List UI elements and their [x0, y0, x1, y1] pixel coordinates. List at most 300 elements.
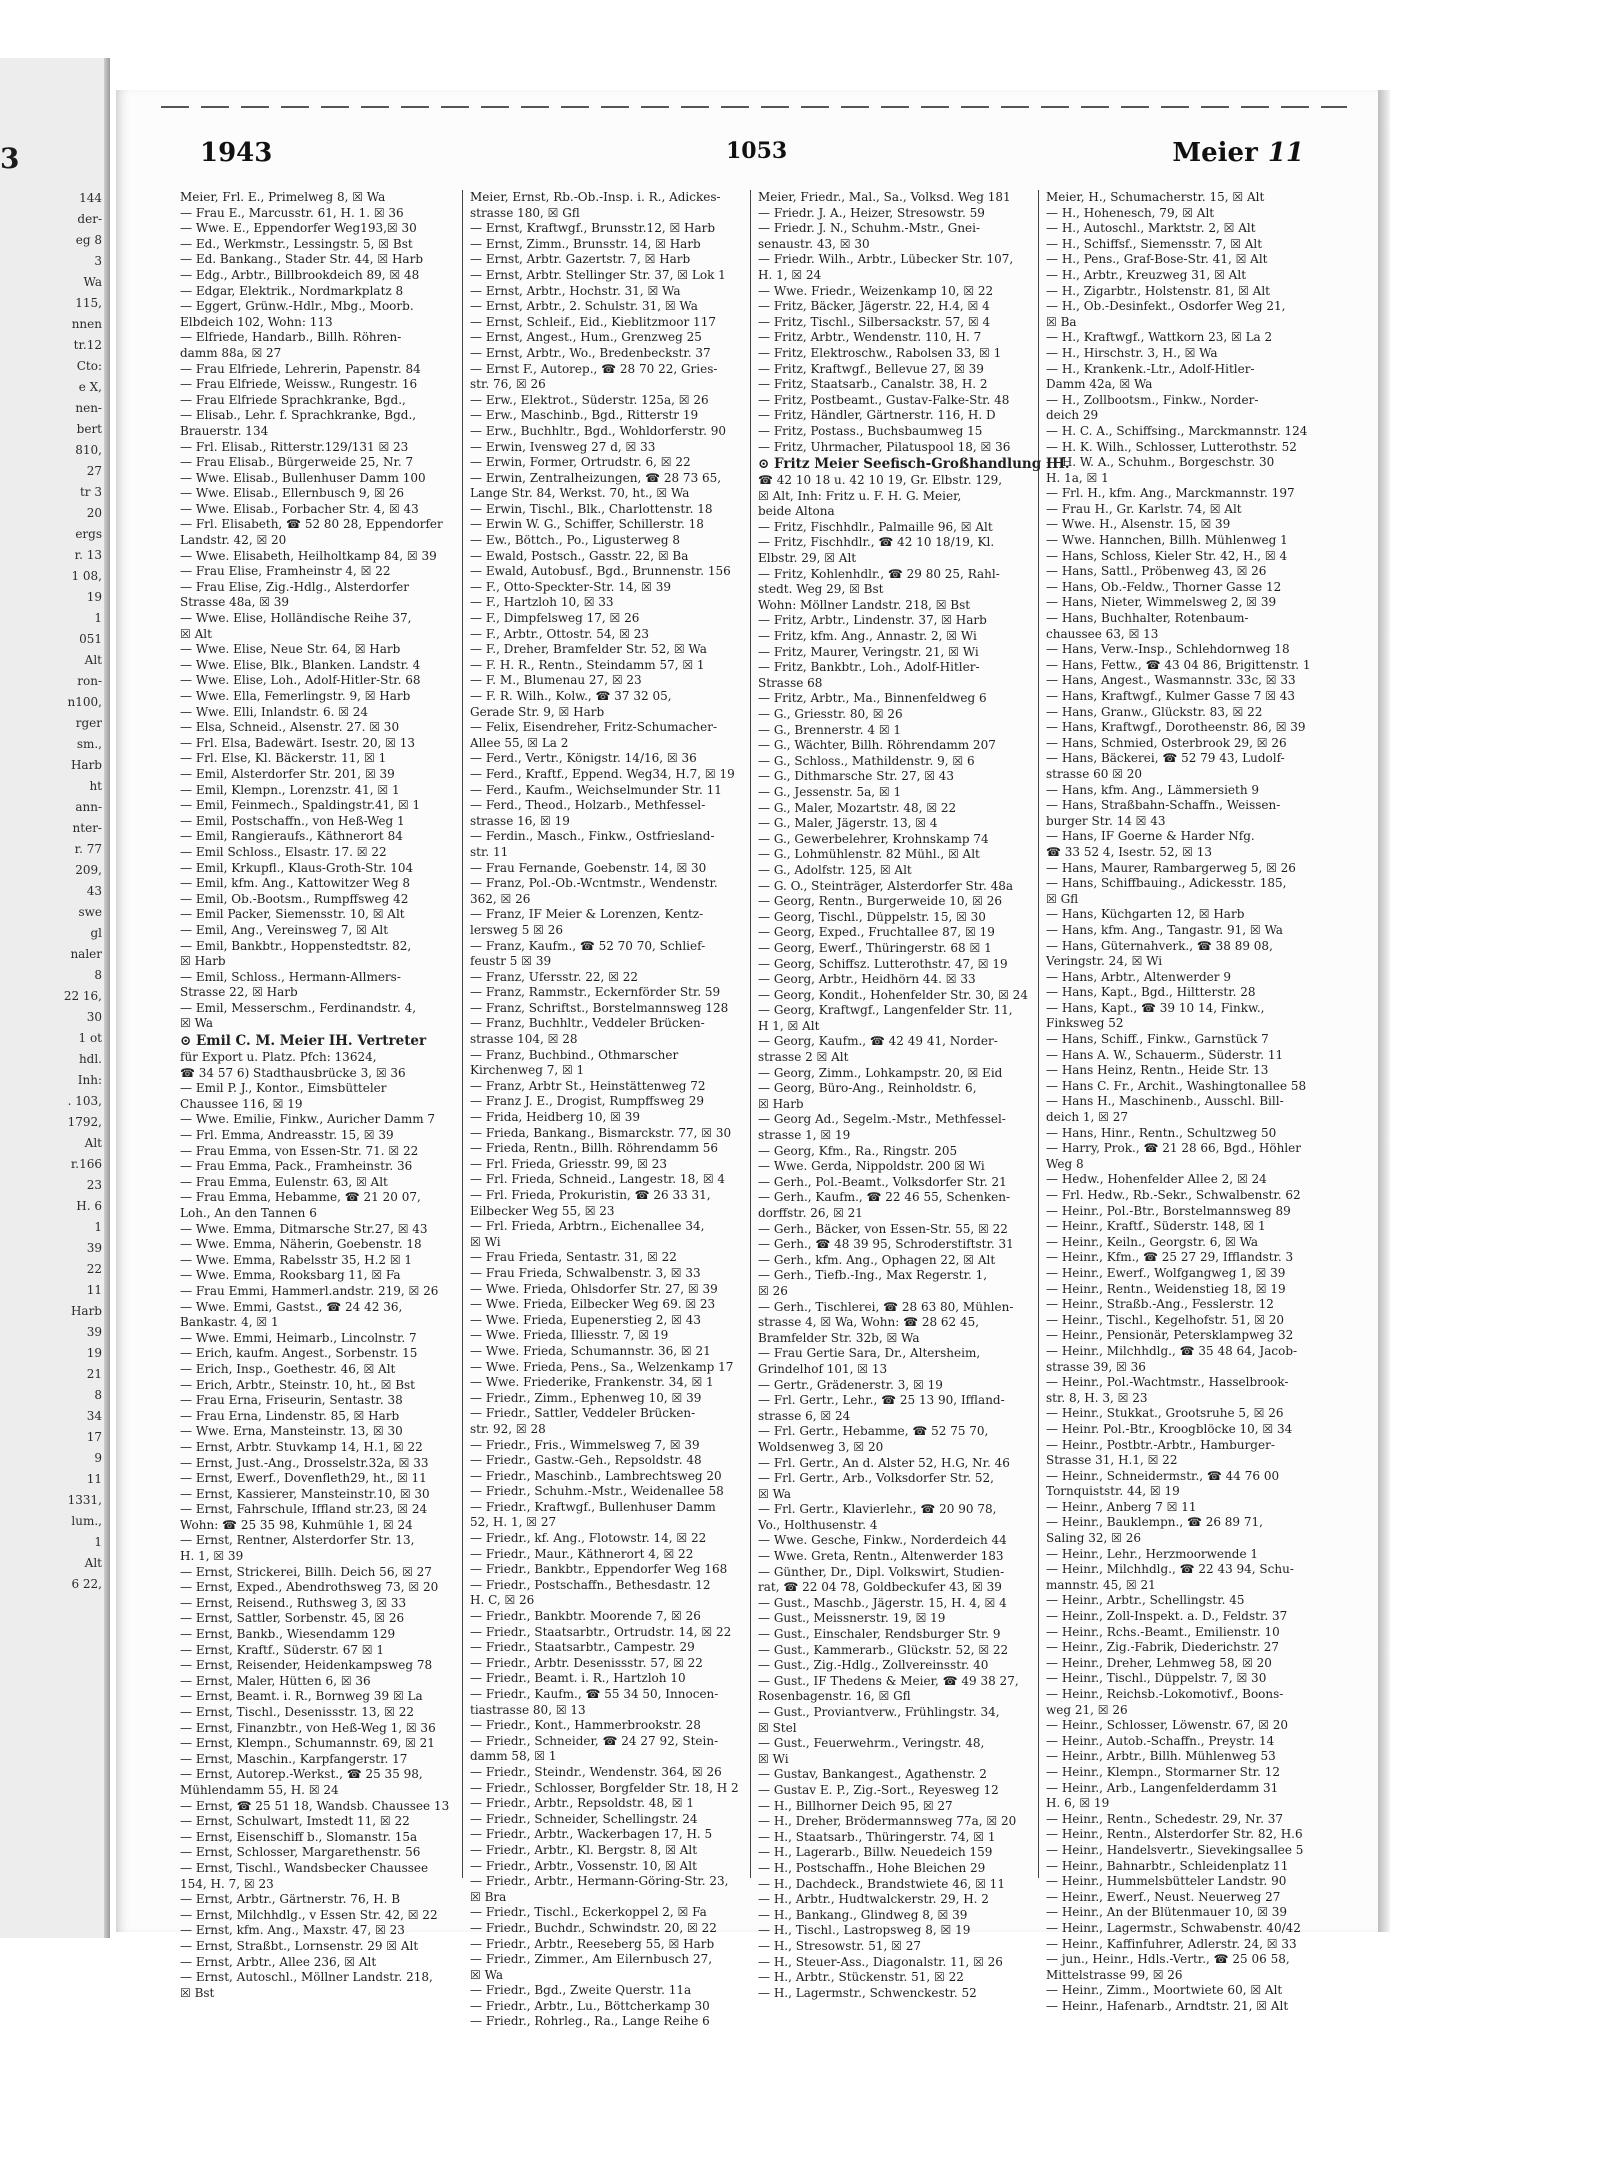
directory-entry: str. 92, ☒ 28 — [470, 1421, 546, 1436]
previous-page-fragment: 30 — [86, 1010, 102, 1024]
directory-entry: — G., Adolfstr. 125, ☒ Alt — [758, 862, 912, 877]
previous-page-fragment: bert — [76, 422, 102, 436]
directory-entry: Weg 8 — [1046, 1156, 1084, 1171]
directory-entry: — Wwe. Emmi, Heimarb., Lincolnstr. 7 — [180, 1330, 417, 1345]
directory-entry: ☒ 26 — [758, 1283, 788, 1298]
directory-entry: Wohn: Möllner Landstr. 218, ☒ Bst — [758, 597, 971, 612]
directory-entry: — Frau Gertie Sara, Dr., Altersheim, — [758, 1346, 981, 1361]
directory-entry: — Fritz, Arbtr., Ma., Binnenfeldweg 6 — [758, 691, 987, 706]
directory-entry: — Friedr., Bankbtr., Eppendorfer Weg 168 — [470, 1562, 728, 1577]
previous-page-fragment: e X, — [78, 380, 102, 394]
directory-entry: — Ernst, Just.-Ang., Drosselstr.32a, ☒ 33 — [180, 1455, 429, 1470]
directory-entry: H. 1, ☒ 39 — [180, 1549, 244, 1564]
directory-entry: — Frl. H., kfm. Ang., Marckmannstr. 197 — [1046, 486, 1295, 501]
directory-entry: — Friedr., Kont., Hammerbrookstr. 28 — [470, 1718, 701, 1733]
previous-page-fragment: ergs — [75, 527, 102, 541]
directory-entry: — Gust., IF Thedens & Meier, ☎ 49 38 27, — [758, 1673, 1019, 1688]
directory-entry: — Ernst, Arbtr. Stuvkamp 14, H.1, ☒ 22 — [180, 1439, 423, 1454]
directory-entry: Elbdeich 102, Wohn: 113 — [180, 314, 333, 329]
directory-entry: — Hedw., Hohenfelder Allee 2, ☒ 24 — [1046, 1172, 1267, 1187]
directory-entry: — Hans Heinz, Rentn., Heide Str. 13 — [1046, 1063, 1269, 1078]
directory-entry: — Gust., Maschb., Jägerstr. 15, H. 4, ☒ 4 — [758, 1595, 1007, 1610]
directory-entry: — Gust., Einschaler, Rendsburger Str. 9 — [758, 1627, 1001, 1642]
directory-entry: — Hans, Schmied, Osterbrook 29, ☒ 26 — [1046, 735, 1287, 750]
directory-entry: — F. H. R., Rentn., Steindamm 57, ☒ 1 — [470, 657, 705, 672]
directory-entry: — Georg, Rentn., Burgerweide 10, ☒ 26 — [758, 894, 1002, 909]
directory-entry: — Ernst, kfm. Ang., Maxstr. 47, ☒ 23 — [180, 1923, 405, 1938]
previous-page-fragment: Cto: — [76, 359, 102, 373]
previous-page-fragment: gl — [90, 926, 102, 940]
directory-entry: — Wwe. Emilie, Finkw., Auricher Damm 7 — [180, 1112, 436, 1127]
directory-entry: — Friedr., Arbtr., Kl. Bergstr. 8, ☒ Alt — [470, 1842, 698, 1857]
directory-entry: — Wwe. Frieda, Schumannstr. 36, ☒ 21 — [470, 1343, 711, 1358]
directory-entry: strasse 180, ☒ Gfl — [470, 205, 580, 220]
directory-entry: — Frau Emma, Eulenstr. 63, ☒ Alt — [180, 1174, 388, 1189]
directory-entry: — Hans, Kapt., Bgd., Hiltterstr. 28 — [1046, 985, 1256, 1000]
directory-entry: H. C, ☒ 26 — [470, 1593, 535, 1608]
directory-entry: — Ernst, Arbtr., Gärtnerstr. 76, H. B — [180, 1892, 401, 1907]
directory-entry: — Erich, Insp., Goethestr. 46, ☒ Alt — [180, 1361, 396, 1376]
directory-entry: — Wwe. Emma, Rabelsstr 35, H.2 ☒ 1 — [180, 1252, 413, 1267]
directory-entry: — H. C. A., Schiffsing., Marckmannstr. 124 — [1046, 423, 1308, 438]
directory-entry: ☒ Wi — [470, 1234, 501, 1249]
directory-entry: mannstr. 45, ☒ 21 — [1046, 1577, 1156, 1592]
directory-entry: — Frl. Frieda, Arbtrn., Eichenallee 34, — [470, 1219, 705, 1234]
directory-entry: ☒ Alt — [180, 626, 212, 641]
directory-entry: 154, H. 7, ☒ 23 — [180, 1876, 274, 1891]
directory-entry: deich 29 — [1046, 408, 1099, 423]
directory-entry: — H., Arbtr., Hudtwalckerstr. 29, H. 2 — [758, 1892, 989, 1907]
directory-entry: — Wwe. Gerda, Nippoldstr. 200 ☒ Wi — [758, 1159, 985, 1174]
directory-entry: strasse 39, ☒ 36 — [1046, 1359, 1146, 1374]
directory-entry: — Wwe. Elisab., Ellernbusch 9, ☒ 26 — [180, 486, 404, 501]
directory-entry: H. 1a, ☒ 1 — [1046, 470, 1109, 485]
previous-page-fragment: nen- — [75, 401, 102, 415]
directory-entry: — Gertr., Grädenerstr. 3, ☒ 19 — [758, 1377, 943, 1392]
directory-entry: — Friedr. J. A., Heizer, Stresowstr. 59 — [758, 205, 985, 220]
directory-entry: — Heinr., Ewerf., Neust. Neuerweg 27 — [1046, 1889, 1281, 1904]
previous-page-fragment: Alt — [84, 1556, 102, 1570]
directory-entry: — Ernst, Tischl., Desenissstr. 13, ☒ 22 — [180, 1705, 415, 1719]
directory-entry: — Fritz, Elektroschw., Rabolsen 33, ☒ 1 — [758, 345, 1002, 360]
directory-entry: Kirchenweg 7, ☒ 1 — [470, 1063, 585, 1078]
directory-entry: — Ernst, Strickerei, Billh. Deich 56, ☒ 27 — [180, 1564, 432, 1579]
directory-entry: — Friedr., Bankbtr. Moorende 7, ☒ 26 — [470, 1609, 701, 1624]
directory-entry: — Frau Fernande, Goebenstr. 14, ☒ 30 — [470, 860, 707, 875]
directory-entry: — Ernst F., Autorep., ☎ 28 70 22, Gries- — [470, 361, 718, 376]
directory-entry: — Erw., Maschinb., Bgd., Ritterstr 19 — [470, 408, 699, 423]
directory-entry: Mühlendamm 55, H. ☒ 24 — [180, 1782, 339, 1797]
directory-entry: — Edgar, Elektrik., Nordmarkplatz 8 — [180, 283, 404, 298]
directory-entry: ☒ Alt, Inh: Fritz u. F. H. G. Meier, — [758, 488, 962, 503]
directory-entry: — Ernst, Arbtr., Hochstr. 31, ☒ Wa — [470, 283, 681, 298]
directory-entry: — Fritz, Kraftwgf., Bellevue 27, ☒ 39 — [758, 361, 984, 376]
directory-entry: — Elsa, Schneid., Alsenstr. 27. ☒ 30 — [180, 720, 400, 735]
directory-entry: — Frau Frieda, Sentastr. 31, ☒ 22 — [470, 1250, 677, 1265]
directory-entry: — Georg, Büro-Ang., Reinholdstr. 6, — [758, 1081, 977, 1096]
directory-entry: — H., Dreher, Brödermannsweg 77a, ☒ 20 — [758, 1814, 1017, 1829]
directory-entry: — Heinr., Rentn., Alsterdorfer Str. 82, H.6 — [1046, 1827, 1303, 1842]
directory-entry: str. 8, H. 3, ☒ 23 — [1046, 1390, 1148, 1405]
directory-entry: — Frieda, Bankang., Bismarckstr. 77, ☒ 30 — [470, 1125, 732, 1140]
directory-entry: str. 11 — [470, 844, 509, 859]
directory-entry: — H., Arbtr., Stückenstr. 51, ☒ 22 — [758, 1970, 964, 1985]
directory-entry: — Wwe. Gesche, Finkw., Norderdeich 44 — [758, 1533, 1007, 1548]
directory-entry: — Frl. Gertr., Arb., Volksdorfer Str. 52, — [758, 1471, 994, 1486]
directory-entry: Strasse 48a, ☒ 39 — [180, 595, 290, 610]
directory-entry: — H., Hirschstr. 3, H., ☒ Wa — [1046, 345, 1218, 360]
directory-entry: — Friedr., Staatsarbtr., Campestr. 29 — [470, 1640, 695, 1655]
header-year: 1943 — [200, 138, 273, 168]
previous-page-fragment: tr 3 — [79, 485, 102, 499]
previous-page-fragment: tr.12 — [73, 338, 102, 352]
directory-entry: — Georg Ad., Segelm.-Mstr., Methfessel- — [758, 1112, 1006, 1127]
previous-page-fragment: 27 — [86, 464, 102, 478]
directory-entry: — Georg, Zimm., Lohkampstr. 20, ☒ Eid — [758, 1065, 1003, 1080]
previous-page-fragment: 3 — [94, 254, 102, 268]
directory-entry: — Ernst, Straßbt., Lornsenstr. 29 ☒ Alt — [180, 1938, 419, 1953]
directory-entry: Strasse 68 — [758, 675, 823, 690]
directory-entry: — Fritz, Arbtr., Wendenstr. 110, H. 7 — [758, 330, 982, 345]
directory-columns — [180, 190, 1316, 2029]
directory-entry: — Wwe. Ella, Femerlingstr. 9, ☒ Harb — [180, 689, 411, 703]
directory-entry: Elbstr. 29, ☒ Alt — [758, 551, 857, 566]
previous-page-fragment: 115, — [75, 296, 102, 310]
directory-entry: — Ernst, Kraftwgf., Brunsstr.12, ☒ Harb — [470, 221, 716, 236]
directory-entry: ⊙ Fritz Meier Seefisch-Großhandlung IH. — [758, 456, 1070, 473]
previous-page-fragment: Alt — [84, 1136, 102, 1150]
directory-entry: — Heinr., Arb., Langenfelderdamm 31 — [1046, 1780, 1279, 1795]
directory-entry: burger Str. 14 ☒ 43 — [1046, 813, 1166, 828]
directory-entry: — G., Jessenstr. 5a, ☒ 1 — [758, 784, 902, 799]
directory-entry: — H., Arbtr., Kreuzweg 31, ☒ Alt — [1046, 267, 1247, 282]
directory-entry: — Friedr., kf. Ang., Flotowstr. 14, ☒ 22 — [470, 1531, 707, 1546]
directory-entry: — Hans, Angest., Wasmannstr. 33c, ☒ 33 — [1046, 673, 1296, 688]
directory-entry: — H., Zollbootsm., Finkw., Norder- — [1046, 392, 1259, 407]
directory-entry: — H., Dachdeck., Brandstwiete 46, ☒ 11 — [758, 1876, 1005, 1891]
directory-entry: — Friedr., Rohrleg., Ra., Lange Reihe 6 — [470, 2014, 710, 2029]
directory-entry: — Gerh., Pol.-Beamt., Volksdorfer Str. 21 — [758, 1174, 1007, 1189]
directory-entry: — Heinr., Bahnarbtr., Schleidenplatz 11 — [1046, 1858, 1289, 1873]
directory-entry: — Ernst, Kassierer, Mansteinstr.10, ☒ 30 — [180, 1486, 430, 1501]
directory-entry: Meier, H., Schumacherstr. 15, ☒ Alt — [1046, 190, 1265, 204]
directory-entry: — Heinr., Kraftf., Süderstr. 148, ☒ 1 — [1046, 1219, 1266, 1234]
previous-page-fragment: ht — [89, 779, 102, 793]
directory-entry: — Hans, Granw., Glückstr. 83, ☒ 22 — [1046, 704, 1263, 719]
directory-entry: Gerade Str. 9, ☒ Harb — [470, 704, 605, 719]
directory-entry: — Emil, Rangieraufs., Käthnerort 84 — [180, 829, 403, 844]
directory-entry: — H., Kraftwgf., Wattkorn 23, ☒ La 2 — [1046, 330, 1273, 345]
directory-entry: — Fritz, Tischl., Silbersackstr. 57, ☒ 4 — [758, 314, 991, 329]
directory-entry: — Wwe. Frieda, Eupenerstieg 2, ☒ 43 — [470, 1312, 701, 1327]
directory-entry: — Fritz, kfm. Ang., Annastr. 2, ☒ Wi — [758, 629, 977, 644]
directory-entry: — Ernst, Eisenschiff b., Slomanstr. 15a — [180, 1829, 418, 1844]
directory-entry: — Ernst, ☎ 25 51 18, Wandsb. Chaussee 13 — [180, 1798, 450, 1813]
directory-entry: — G., Griesstr. 80, ☒ 26 — [758, 707, 903, 721]
directory-entry: — G., Maler, Mozartstr. 48, ☒ 22 — [758, 800, 957, 815]
directory-entry: — H., Steuer-Ass., Diagonalstr. 11, ☒ 26 — [758, 1954, 1003, 1969]
directory-entry: — Hans, kfm. Ang., Tangastr. 91, ☒ Wa — [1046, 922, 1283, 937]
directory-entry: — Georg, Schiffsz. Lutterothstr. 47, ☒ 19 — [758, 956, 1008, 971]
directory-entry: — H., Krankenk.-Ltr., Adolf-Hitler- — [1046, 361, 1255, 376]
previous-page-fragment: ron- — [77, 674, 102, 688]
directory-entry: rat, ☎ 22 04 78, Goldbeckufer 43, ☒ 39 — [758, 1580, 1002, 1595]
directory-entry: — Ernst, Finanzbtr., von Heß-Weg 1, ☒ 36 — [180, 1720, 436, 1735]
directory-entry: beide Altona — [758, 504, 835, 519]
directory-entry: — Ernst, Beamt. i. R., Bornweg 39 ☒ La — [180, 1689, 423, 1704]
directory-entry: — Georg, Kondit., Hohenfelder Str. 30, ☒ 24 — [758, 987, 1028, 1002]
directory-entry: 362, ☒ 26 — [470, 891, 531, 906]
previous-page-fragment: 1331, — [67, 1493, 102, 1507]
previous-page-fragment: der- — [77, 212, 102, 226]
directory-entry: — Frau Emma, Pack., Framheinstr. 36 — [180, 1159, 413, 1174]
directory-entry: — Wwe. Frieda, Ohlsdorfer Str. 27, ☒ 39 — [470, 1281, 718, 1296]
directory-entry: — Erw., Elektrot., Süderstr. 125a, ☒ 26 — [470, 392, 709, 407]
directory-entry: — Edg., Arbtr., Billbrookdeich 89, ☒ 48 — [180, 267, 420, 282]
header-running-head — [1172, 138, 1304, 168]
directory-entry: Rosenbagenstr. 16, ☒ Gfl — [758, 1689, 911, 1704]
directory-entry: — Georg, Kaufm., ☎ 42 49 41, Norder- — [758, 1034, 998, 1049]
directory-entry: — Ed., Werkmstr., Lessingstr. 5, ☒ Bst — [180, 236, 413, 251]
directory-entry: — Ernst, Maler, Hütten 6, ☒ 36 — [180, 1673, 371, 1688]
header-page-number: 1053 — [726, 138, 788, 164]
directory-entry: — H. W. A., Schuhm., Borgeschstr. 30 — [1046, 455, 1275, 470]
directory-entry: — Wwe. Elise, Loh., Adolf-Hitler-Str. 68 — [180, 673, 421, 688]
directory-entry: — Heinr., Anberg 7 ☒ 11 — [1046, 1499, 1197, 1514]
directory-entry: ☒ Wi — [758, 1751, 789, 1766]
directory-entry: — Frau Frieda, Schwalbenstr. 3, ☒ 33 — [470, 1265, 701, 1280]
directory-entry: — Elisab., Lehr. f. Sprachkranke, Bgd., — [180, 408, 417, 423]
directory-entry: — Ernst, Reisend., Ruthsweg 3, ☒ 33 — [180, 1595, 407, 1610]
directory-entry: — Georg, Tischl., Düppelstr. 15, ☒ 30 — [758, 909, 986, 924]
directory-entry: — F., Hartzloh 10, ☒ 33 — [470, 595, 614, 610]
previous-page-fragment: nter- — [72, 821, 102, 835]
directory-entry: — Friedr. J. N., Schuhm.-Mstr., Gnei- — [758, 221, 981, 236]
directory-entry: strasse 6, ☒ 24 — [758, 1408, 851, 1423]
previous-page-fragment: Harb — [70, 1304, 102, 1318]
directory-entry: — Ferd., Vertr., Königstr. 14/16, ☒ 36 — [470, 751, 697, 766]
directory-entry: — Friedr., Zimm., Ephenweg 10, ☒ 39 — [470, 1390, 702, 1405]
directory-entry: — Harry, Prok., ☎ 21 28 66, Bgd., Höhler — [1046, 1141, 1302, 1156]
directory-entry: — H., Tischl., Lastropsweg 8, ☒ 19 — [758, 1923, 971, 1938]
directory-entry: — Emil, Messerschm., Ferdinandstr. 4, — [180, 1000, 417, 1015]
directory-entry: — Erich, kaufm. Angest., Sorbenstr. 15 — [180, 1346, 418, 1361]
previous-page-fragment: 39 — [86, 1325, 102, 1339]
directory-entry: — Frida, Heidberg 10, ☒ 39 — [470, 1110, 641, 1125]
directory-column-4 — [1046, 190, 1320, 2013]
directory-entry: — Emil, Ob.-Bootsm., Rumpffsweg 42 — [180, 891, 409, 906]
directory-entry: — Friedr., Arbtr., Wackerbagen 17, H. 5 — [470, 1827, 713, 1842]
directory-entry: — Emil P. J., Kontor., Eimsbütteler — [180, 1081, 387, 1096]
directory-entry: — Frau Erna, Lindenstr. 85, ☒ Harb — [180, 1408, 400, 1423]
directory-entry: — Emil Schloss., Elsastr. 17. ☒ 22 — [180, 844, 387, 859]
directory-entry: Strasse 22, ☒ Harb — [180, 985, 298, 1000]
directory-entry: — Heinr., Zimm., Moortwiete 60, ☒ Alt — [1046, 1983, 1283, 1998]
directory-entry: — Wwe. Emma, Näherin, Goebenstr. 18 — [180, 1237, 422, 1252]
directory-entry: strasse 4, ☒ Wa, Wohn: ☎ 28 62 45, — [758, 1315, 980, 1330]
directory-entry: — Wwe. Elisab., Bullenhuser Damm 100 — [180, 470, 426, 485]
previous-page-fragment: 17 — [86, 1430, 102, 1444]
directory-entry: — Franz, Arbtr St., Heinstättenweg 72 — [470, 1078, 706, 1093]
previous-page-fragment: 22 16, — [63, 989, 102, 1003]
previous-page-fragment: 21 — [86, 1367, 102, 1381]
directory-entry: — H., Staatsarb., Thüringerstr. 74, ☒ 1 — [758, 1829, 996, 1844]
directory-entry: Bramfelder Str. 32b, ☒ Wa — [758, 1330, 920, 1345]
directory-entry: — Emil, Postschaffn., von Heß-Weg 1 — [180, 813, 405, 828]
directory-entry: — Ernst, Schlosser, Margarethenstr. 56 — [180, 1845, 421, 1860]
directory-entry: — Frau Erna, Friseurin, Sentastr. 38 — [180, 1393, 403, 1408]
previous-page-fragment: r. 13 — [74, 548, 102, 562]
running-head-name: Meier — [1172, 138, 1258, 168]
directory-entry: — Hans A. W., Schauerm., Süderstr. 11 — [1046, 1047, 1284, 1062]
directory-entry: tiastrasse 80, ☒ 13 — [470, 1702, 586, 1717]
directory-entry: — Hans, Kapt., ☎ 39 10 14, Finkw., — [1046, 1000, 1265, 1015]
directory-entry: — Gerh., kfm. Ang., Ophagen 22, ☒ Alt — [758, 1252, 996, 1267]
directory-entry: Veringstr. 24, ☒ Wi — [1046, 954, 1163, 969]
directory-entry: — Ernst, Arbtr., Allee 236, ☒ Alt — [180, 1954, 377, 1969]
directory-entry: — F., Otto-Speckter-Str. 14, ☒ 39 — [470, 579, 672, 594]
previous-page-fragment: . 103, — [67, 1094, 102, 1108]
directory-entry: — Heinr., Reichsb.-Lokomotivf., Boons- — [1046, 1687, 1284, 1701]
directory-entry: ☒ Gfl — [1046, 891, 1079, 906]
directory-entry: H. 1, ☒ 24 — [758, 267, 822, 282]
directory-entry: — Emil, Bankbtr., Hoppenstedtstr. 82, — [180, 938, 412, 953]
directory-entry: — Ewald, Postsch., Gasstr. 22, ☒ Ba — [470, 548, 689, 563]
directory-entry: — Hans, Buchhalter, Rotenbaum- — [1046, 611, 1249, 626]
directory-entry: — G. O., Steinträger, Alsterdorfer Str. 48a — [758, 878, 1014, 893]
directory-entry: — Hans, Schiffbauing., Adickesstr. 185, — [1046, 876, 1287, 891]
previous-page-glyph: 3 — [0, 142, 20, 175]
directory-entry: strasse 1, ☒ 19 — [758, 1128, 851, 1143]
directory-entry: 52, H. 1, ☒ 27 — [470, 1515, 557, 1530]
directory-entry: — Erich, Arbtr., Steinstr. 10, ht., ☒ Bst — [180, 1377, 415, 1392]
directory-entry: — Wwe. Elise, Holländische Reihe 37, — [180, 611, 412, 626]
previous-page-fragment: rger — [75, 716, 102, 730]
directory-entry: Finksweg 52 — [1046, 1016, 1124, 1031]
directory-entry: — Heinr., Kfm., ☎ 25 27 29, Ifflandstr. 3 — [1046, 1250, 1294, 1265]
directory-entry: — F. M., Blumenau 27, ☒ 23 — [470, 673, 642, 688]
directory-entry: — Friedr., Arbtr., Lu., Böttcherkamp 30 — [470, 1998, 710, 2013]
directory-entry: — Frau Elisab., Bürgerweide 25, Nr. 7 — [180, 455, 414, 470]
directory-entry: damm 88a, ☒ 27 — [180, 345, 282, 360]
directory-entry: — Erwin, Tischl., Blk., Charlottenstr. 18 — [470, 501, 713, 516]
directory-entry: — Heinr., Keiln., Georgstr. 6, ☒ Wa — [1046, 1234, 1259, 1249]
directory-entry: — Hans, Maurer, Rambargerweg 5, ☒ 26 — [1046, 860, 1296, 875]
directory-entry: ⊙ Emil C. M. Meier IH. Vertreter — [180, 1033, 427, 1050]
directory-entry: — Ernst, Arbtr. Stellinger Str. 37, ☒ Lok 1 — [470, 267, 726, 282]
directory-entry: strasse 104, ☒ 28 — [470, 1032, 578, 1047]
directory-entry: — Hans, Straßbahn-Schaffn., Weissen- — [1046, 798, 1281, 813]
directory-entry: — Heinr., Rentn., Schedestr. 29, Nr. 37 — [1046, 1811, 1283, 1826]
directory-entry: — Elfriede, Handarb., Billh. Röhren- — [180, 330, 402, 345]
previous-page-fragment: 19 — [86, 590, 102, 604]
directory-entry: Meier, Friedr., Mal., Sa., Volksd. Weg 181 — [758, 190, 1011, 204]
directory-column-3 — [758, 190, 1070, 2000]
directory-entry: ☒ Stel — [758, 1720, 797, 1735]
directory-entry: Saling 32, ☒ 26 — [1046, 1531, 1142, 1546]
previous-page-fragment: hdl. — [78, 1052, 102, 1066]
directory-entry: — Frl. Hedw., Rb.-Sekr., Schwalbenstr. 62 — [1046, 1188, 1301, 1202]
directory-entry: Vo., Holthusenstr. 4 — [758, 1517, 878, 1532]
directory-entry: Mittelstrasse 99, ☒ 26 — [1046, 1967, 1183, 1982]
previous-page-fragments — [6, 188, 102, 1595]
running-head-extra: 11 — [1267, 138, 1304, 168]
previous-page-fragment: nnen — [71, 317, 102, 331]
previous-page-fragment: 19 — [86, 1346, 102, 1360]
directory-entry: — Heinr., Pensionär, Petersklampweg 32 — [1046, 1328, 1294, 1343]
directory-entry: — Ernst, Milchhdlg., v Essen Str. 42, ☒ 22 — [180, 1907, 438, 1922]
previous-page-fragment: 8 — [94, 968, 102, 982]
previous-page-fragment: 34 — [86, 1409, 102, 1423]
directory-entry: — Ernst, Maschin., Karpfangerstr. 17 — [180, 1751, 408, 1766]
directory-entry: — Ernst, Autoschl., Möllner Landstr. 218, — [180, 1970, 433, 1985]
directory-entry: — Ernst, Arbtr., Wo., Bredenbeckstr. 37 — [470, 345, 711, 360]
directory-entry: — H., Zigarbtr., Holstenstr. 81, ☒ Alt — [1046, 283, 1270, 298]
directory-entry: — Heinr., Pol.-Wachtmstr., Hasselbrook- — [1046, 1375, 1289, 1390]
directory-entry: für Export u. Platz. Pfch: 13624, — [180, 1050, 377, 1065]
directory-entry: — Frl. Gertr., An d. Alster 52, H.G, Nr. 46 — [758, 1455, 1010, 1470]
directory-entry: — Frl. Frieda, Prokuristin, ☎ 26 33 31, — [470, 1188, 711, 1202]
previous-page-fragment: 39 — [86, 1241, 102, 1255]
directory-entry: Eilbecker Weg 55, ☒ 23 — [470, 1203, 615, 1218]
directory-entry: — Frl. Gertr., Hebamme, ☎ 52 75 70, — [758, 1424, 989, 1439]
directory-entry: — Emil, Schloss., Hermann-Allmers- — [180, 969, 401, 984]
directory-entry: — Frau Elise, Zig.-Hdlg., Alsterdorfer — [180, 579, 409, 594]
directory-entry: — Erw., Buchhltr., Bgd., Wohldorferstr. 90 — [470, 423, 727, 438]
directory-entry: — G., Lohmühlenstr. 82 Mühl., ☒ Alt — [758, 847, 980, 862]
directory-entry: — Frl. Gertr., Klavierlehr., ☎ 20 90 78, — [758, 1502, 997, 1517]
directory-entry: — Fritz, Postass., Buchsbaumweg 15 — [758, 423, 983, 438]
directory-entry: — Gust., Zig.-Hdlg., Zollvereinsstr. 40 — [758, 1658, 989, 1673]
directory-entry: — Friedr., Arbtr. Desenissstr. 57, ☒ 22 — [470, 1655, 703, 1670]
directory-entry: — H., Autoschl., Marktstr. 2, ☒ Alt — [1046, 221, 1256, 236]
directory-entry: — Wwe. Hannchen, Billh. Mühlenweg 1 — [1046, 533, 1288, 548]
directory-entry: feustr 5 ☒ 39 — [470, 954, 552, 969]
directory-entry: — Heinr., Autob.-Schaffn., Preystr. 14 — [1046, 1733, 1275, 1748]
directory-entry: deich 1, ☒ 27 — [1046, 1110, 1128, 1125]
directory-entry: — Fritz, Kohlenhdlr., ☎ 29 80 25, Rahl- — [758, 566, 1000, 581]
directory-entry: — Friedr., Sattler, Veddeler Brücken- — [470, 1406, 696, 1421]
directory-entry: Strasse 31, H.1, ☒ 22 — [1046, 1453, 1178, 1468]
directory-entry: — Fritz, Postbeamt., Gustav-Falke-Str. 48 — [758, 392, 1010, 407]
directory-entry: — Fritz, Fischhdlr., ☎ 42 10 18/19, Kl. — [758, 535, 995, 550]
directory-entry: — Eggert, Grünw.-Hdlr., Mbg., Moorb. — [180, 299, 414, 314]
directory-entry: — Heinr., Zoll-Inspekt. a. D., Feldstr. 37 — [1046, 1609, 1288, 1624]
directory-entry: — Ed. Bankang., Stader Str. 44, ☒ Harb — [180, 252, 423, 267]
previous-page-fragment: eg 8 — [75, 233, 102, 247]
directory-entry: — Friedr., Buchdr., Schwindstr. 20, ☒ 22 — [470, 1920, 717, 1935]
directory-entry: — Hans C. Fr., Archit., Washingtonallee 58 — [1046, 1078, 1307, 1093]
directory-entry: — Ernst, Kraftf., Süderstr. 67 ☒ 1 — [180, 1642, 385, 1657]
directory-entry: — Emil, Klempn., Lorenzstr. 41, ☒ 1 — [180, 782, 400, 797]
directory-entry: — Gustav, Bankangest., Agathenstr. 2 — [758, 1767, 987, 1782]
directory-entry: — H. K. Wilh., Schlosser, Lutterothstr. 52 — [1046, 439, 1297, 454]
directory-entry: — Erwin, Zentralheizungen, ☎ 28 73 65, — [470, 470, 722, 485]
directory-entry: — Franz, IF Meier & Lorenzen, Kentz- — [470, 907, 704, 922]
directory-entry: — H., Lagerarb., Billw. Neuedeich 159 — [758, 1845, 993, 1860]
directory-entry: — Wwe. Greta, Rentn., Altenwerder 183 — [758, 1549, 1004, 1564]
directory-entry: — Ernst, Autorep.-Werkst., ☎ 25 35 98, — [180, 1767, 423, 1782]
directory-entry: — Erwin, Ivensweg 27 d, ☒ 33 — [470, 439, 656, 454]
directory-entry: — Hans, Schiff., Finkw., Garnstück 7 — [1046, 1032, 1269, 1047]
directory-entry: — G., Dithmarsche Str. 27, ☒ 43 — [758, 769, 955, 784]
directory-entry: — Ferd., Kaufm., Weichselmunder Str. 11 — [470, 782, 722, 797]
directory-entry: — Heinr., An der Blütenmauer 10, ☒ 39 — [1046, 1905, 1288, 1920]
directory-entry: — Hans, Küchgarten 12, ☒ Harb — [1046, 907, 1245, 922]
directory-entry: — Friedr., Fris., Wimmelsweg 7, ☒ 39 — [470, 1437, 700, 1452]
previous-page-fragment: 1792, — [67, 1115, 102, 1129]
directory-entry: — G., Brennerstr. 4 ☒ 1 — [758, 722, 902, 737]
